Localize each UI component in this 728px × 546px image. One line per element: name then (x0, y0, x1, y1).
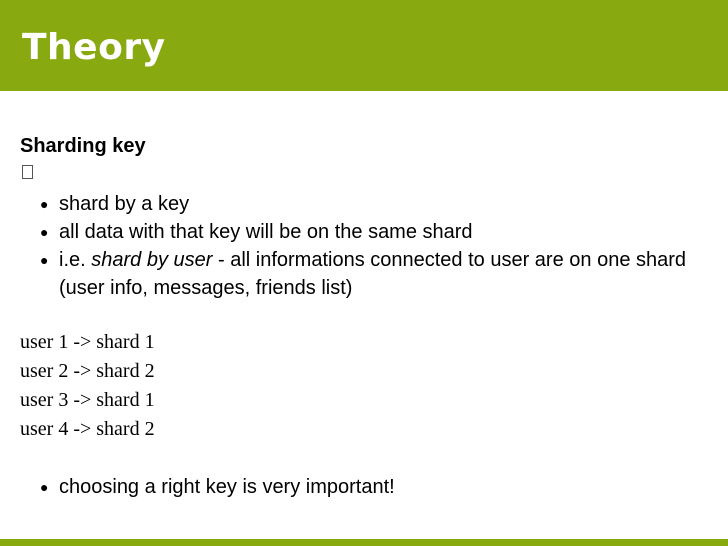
section-heading: Sharding key (20, 135, 146, 157)
bullet-emphasis: shard by user (91, 249, 213, 271)
bullet-suffix: - all informations connected to user are on one shard (user info, messages, friends list) (59, 249, 687, 299)
bullet-item (40, 246, 710, 302)
mapping-line: user 4 -> shard 2 (20, 418, 155, 440)
bullet-item (40, 218, 710, 246)
mapping-line: user 3 -> shard 1 (20, 389, 155, 411)
missing-glyph-box-icon (22, 165, 33, 179)
bullet-text: choosing a right key is very important! (59, 476, 395, 498)
mapping-line: user 1 -> shard 1 (20, 331, 155, 353)
bullet-dot-icon: ● (40, 224, 49, 240)
bullet-dot-icon: ● (40, 479, 49, 495)
title-bar (0, 0, 728, 91)
bullet-dot-icon: ● (40, 196, 49, 212)
bullet-dot-icon: ● (40, 252, 49, 268)
footer-bar (0, 539, 728, 546)
bullet-item (40, 190, 710, 218)
bullet-text: all data with that key will be on the same shard (59, 221, 473, 243)
bullet-text (59, 249, 686, 299)
mapping-line: user 2 -> shard 2 (20, 360, 155, 382)
bullet-list (40, 190, 710, 302)
slide-title: Theory (22, 27, 166, 68)
user-shard-mapping (20, 328, 155, 444)
bullet-item (40, 473, 710, 501)
bullet-prefix: i.e. (59, 249, 92, 271)
closing-bullet-list (40, 473, 710, 501)
bullet-text: shard by a key (59, 193, 190, 215)
